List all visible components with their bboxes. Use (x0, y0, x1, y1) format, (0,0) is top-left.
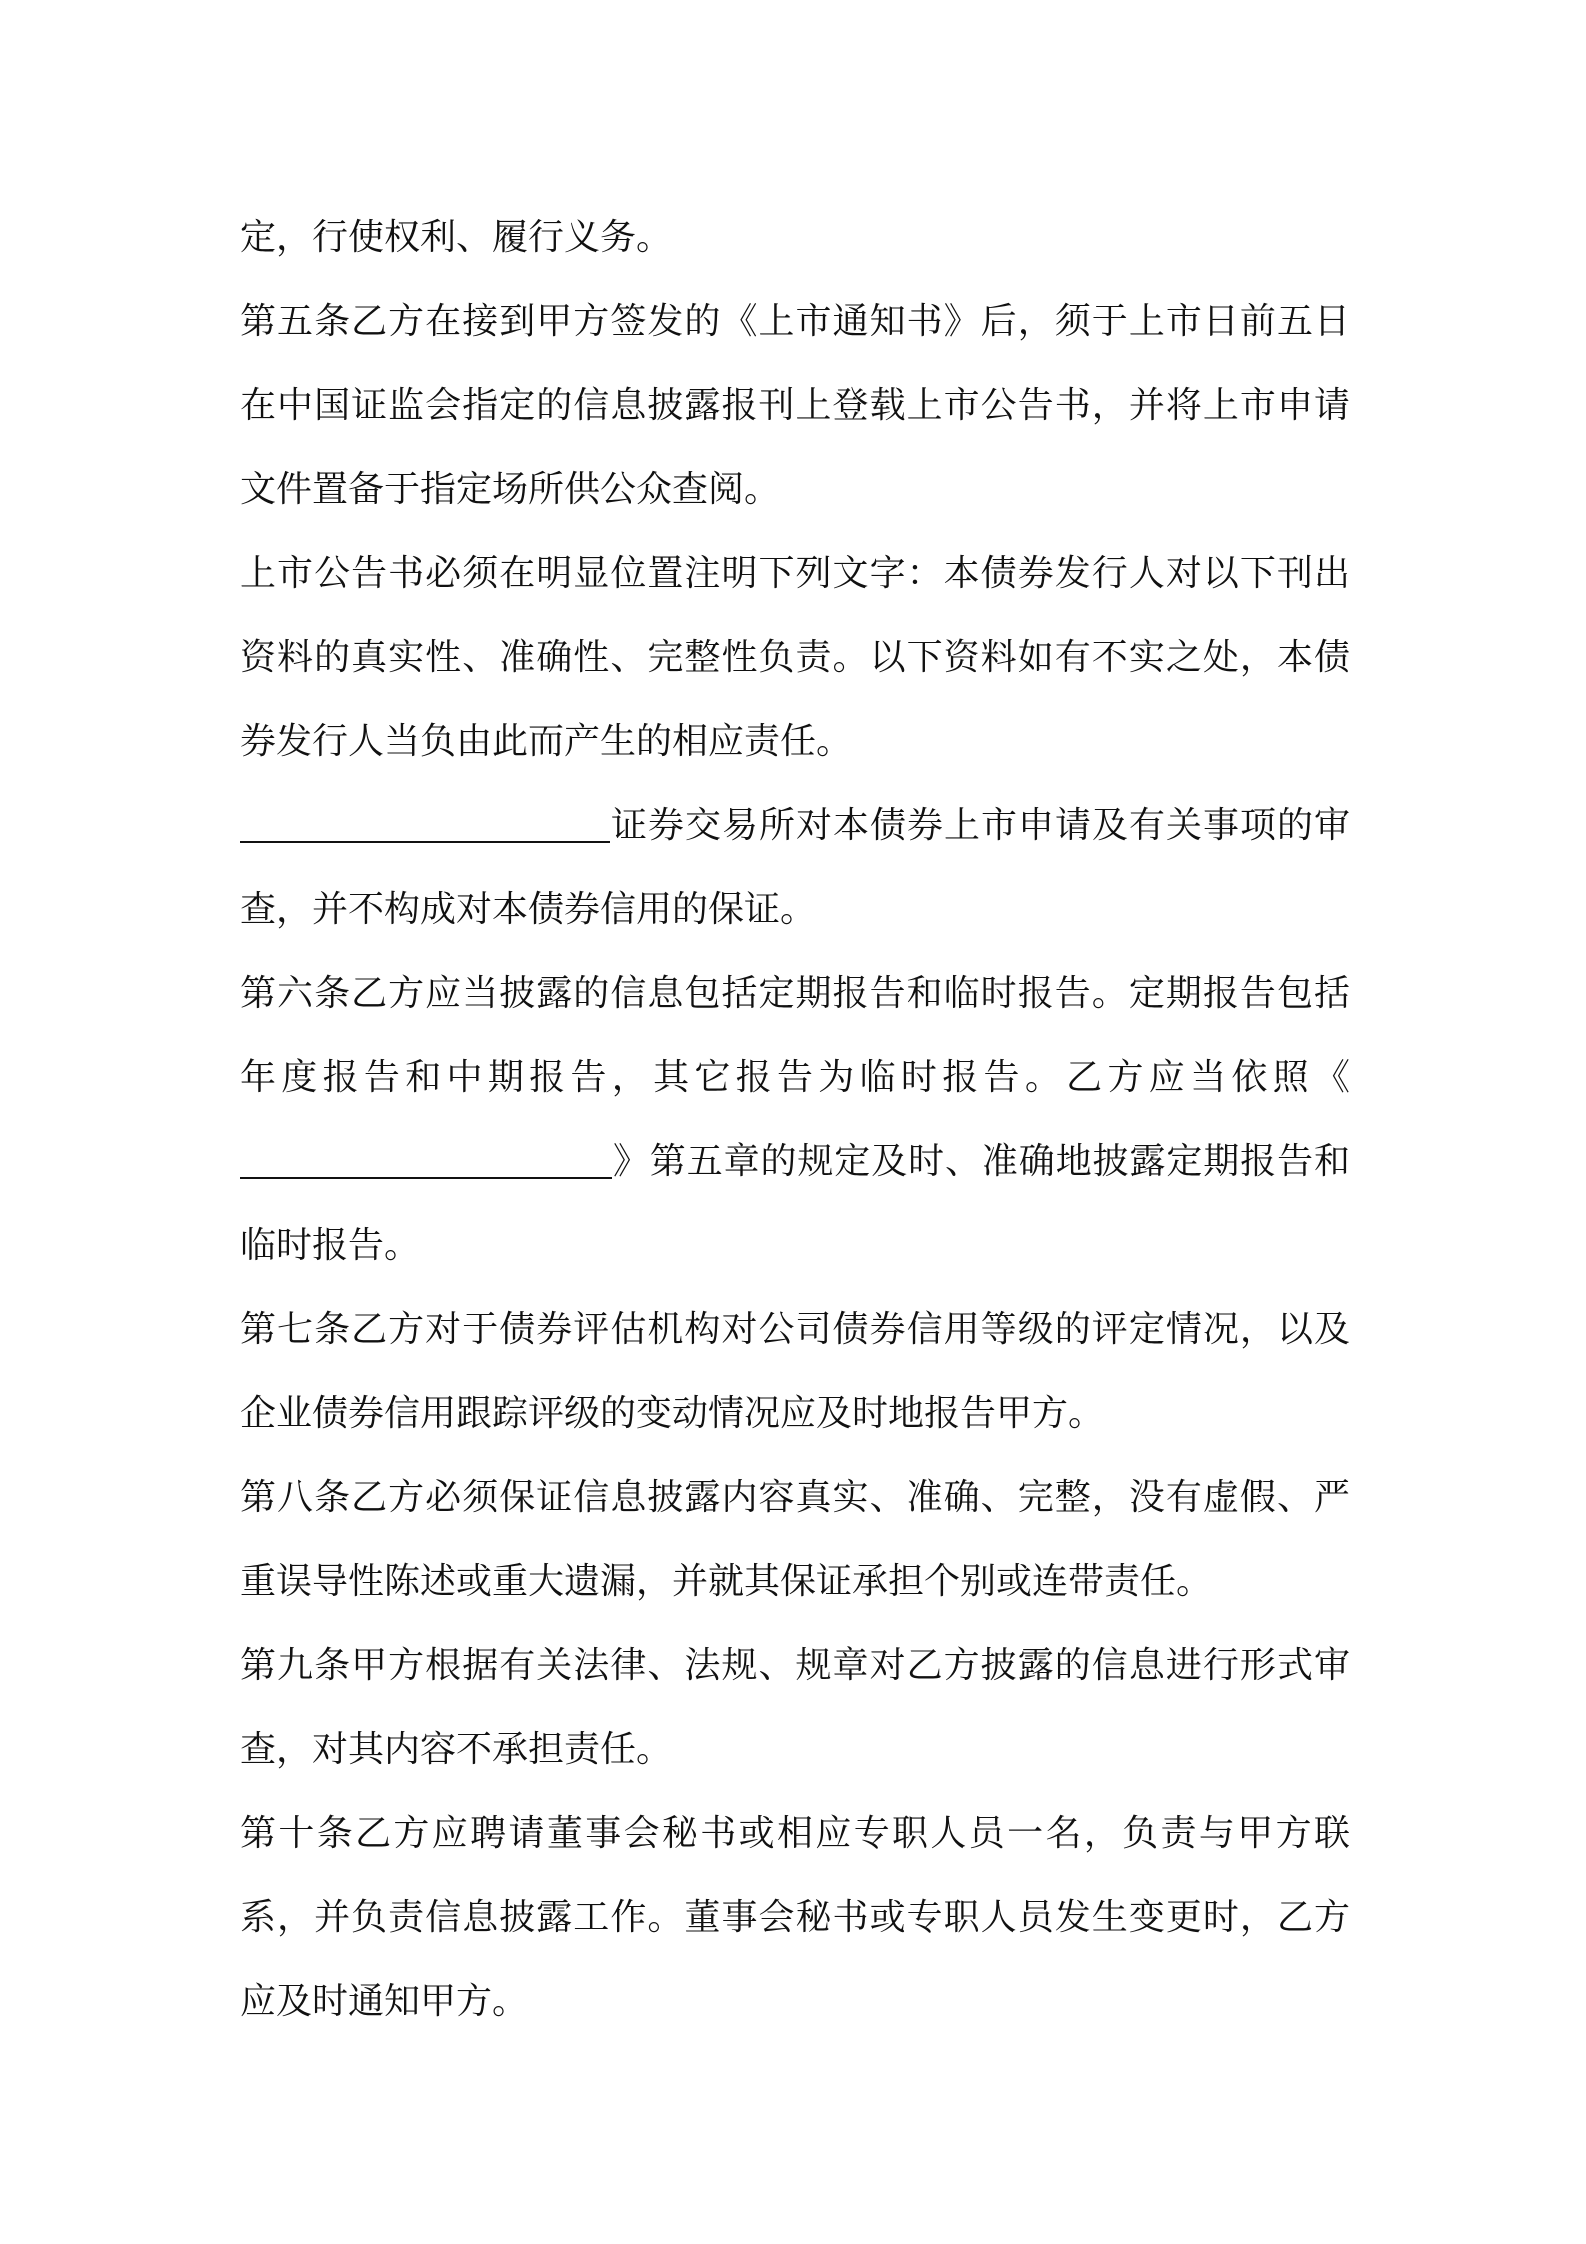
document-page (240, 196, 1350, 2044)
exchange-review-text: 证券交易所对本债券上市申请及有关事项的审查，并不构成对本债券信用的保证。 (240, 805, 1350, 930)
article-7-paragraph: 第七条乙方对于债券评估机构对公司债券信用等级的评定情况，以及企业债券信用跟踪评级的变动情况应及时地报告甲方。 (240, 1309, 1350, 1434)
regulation-name-blank (240, 1133, 612, 1179)
article-6-paragraph (240, 952, 1350, 1288)
notice-text-paragraph: 上市公告书必须在明显位置注明下列文字：本债券发行人对以下刊出资料的真实性、准确性、完整性负责。以下资料如有不实之处，本债券发行人当负由此而产生的相应责任。 (240, 553, 1350, 762)
article-5-paragraph: 第五条乙方在接到甲方签发的《上市通知书》后，须于上市日前五日在中国证监会指定的信息披露报刊上登载上市公告书，并将上市申请文件置备于指定场所供公众查阅。 (240, 301, 1350, 510)
exchange-review-paragraph (240, 784, 1350, 952)
article-9-paragraph: 第九条甲方根据有关法律、法规、规章对乙方披露的信息进行形式审查，对其内容不承担责任。 (240, 1645, 1350, 1770)
article-8-paragraph: 第八条乙方必须保证信息披露内容真实、准确、完整，没有虚假、严重误导性陈述或重大遗漏，并就其保证承担个别或连带责任。 (240, 1477, 1350, 1602)
paragraph-continuation: 定，行使权利、履行义务。 (240, 217, 673, 258)
exchange-name-blank (240, 797, 610, 843)
article-6-text-before: 第六条乙方应当披露的信息包括定期报告和临时报告。定期报告包括年度报告和中期报告，其它报告为临时报告。乙方应当依照《 (240, 973, 1350, 1098)
article-6-text-after: 》第五章的规定及时、准确地披露定期报告和临时报告。 (240, 1141, 1350, 1266)
article-10-paragraph: 第十条乙方应聘请董事会秘书或相应专职人员一名，负责与甲方联系，并负责信息披露工作。董事会秘书或专职人员发生变更时，乙方应及时通知甲方。 (240, 1813, 1350, 2022)
